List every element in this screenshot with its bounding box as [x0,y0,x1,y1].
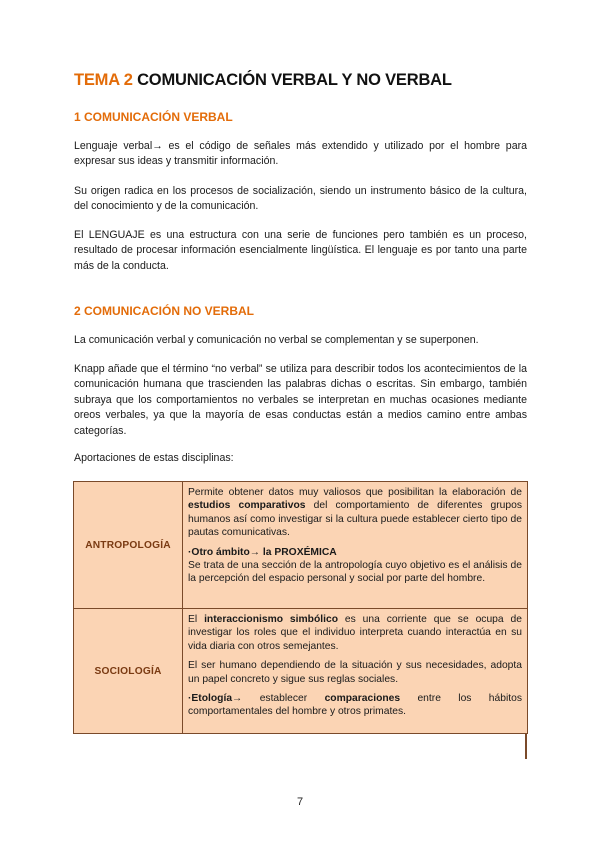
section2-paragraph-2: Knapp añade que el término “no verbal” se utiliza para describir todos los acontecimientos de la comunicación humana que trascienden las palabras dichas o escritas. Sin embargo, también subraya que los comportamientos no verbales se interpretan en muchas ocasiones mediante oreos verbales, ya que la mayoría de esas conductas están a medios camino entre ambas categorías. [74,363,527,437]
table-border-extension [525,733,527,759]
document-title [74,71,452,90]
table-content-antropologia [183,482,528,609]
section2-paragraph-3: Aportaciones de estas disciplinas: [74,452,234,464]
section1-paragraph-2: Su origen radica en los procesos de socialización, siendo un instrumento básico de la cultura, del conocimiento y de la comunicación. [74,185,527,213]
section2-paragraph-1: La comunicación verbal y comunicación no verbal se complementan y se superponen. [74,334,479,346]
antropologia-paragraph-2: ·Otro ámbito→ la PROXÉMICA Se trata de una sección de la antropología cuyo objetivo es el análisis de la percepción del espacio personal y social por parte del hombre. [188,546,522,585]
antropologia-paragraph-1: Permite obtener datos muy valiosos que posibilitan la elaboración de estudios comparativos del comportamiento de diferentes grupos humanos así como investigar si la cultura puede establecer cierto tipo de pautas comunicativas. [188,487,523,539]
page-number: 7 [296,796,304,808]
section1-paragraph-1: Lenguaje verbal→ es el código de señales más extendido y utilizado por el hombre para expresar sus ideas y transmitir información. [74,140,527,168]
sociologia-paragraph-2: El ser humano dependiendo de la situación y sus necesidades, adopta un papel concreto y sigue sus reglas sociales. [188,660,522,685]
table-row-antropologia [74,482,528,609]
disciplines-table [73,481,528,734]
title-number: TEMA 2 [74,71,133,89]
section1-heading: 1 COMUNICACIÓN VERBAL [74,110,233,124]
table-label-antropologia: ANTROPOLOGÍA [74,482,183,609]
sociologia-paragraph-3: ·Etología→ establecer comparaciones entre los hábitos comportamentales del hombre y otros primates. [188,693,522,718]
table-row-sociologia [74,609,528,734]
section1-paragraph-3: El LENGUAJE es una estructura con una serie de funciones pero también es un proceso, resultado de procesar información esencialmente lingüística. El lenguaje es por tanto una parte más de la conducta. [74,229,527,272]
table-label-sociologia: SOCIOLOGÍA [74,609,183,734]
sociologia-paragraph-1: El interaccionismo simbólico es una corriente que se ocupa de investigar los roles que el individuo interpreta cuando interactúa en su vida diaria con otros semejantes. [188,614,522,652]
table-content-sociologia [183,609,528,734]
section2-heading: 2 COMUNICACIÓN NO VERBAL [74,304,255,318]
title-text: COMUNICACIÓN VERBAL Y NO VERBAL [137,71,452,89]
